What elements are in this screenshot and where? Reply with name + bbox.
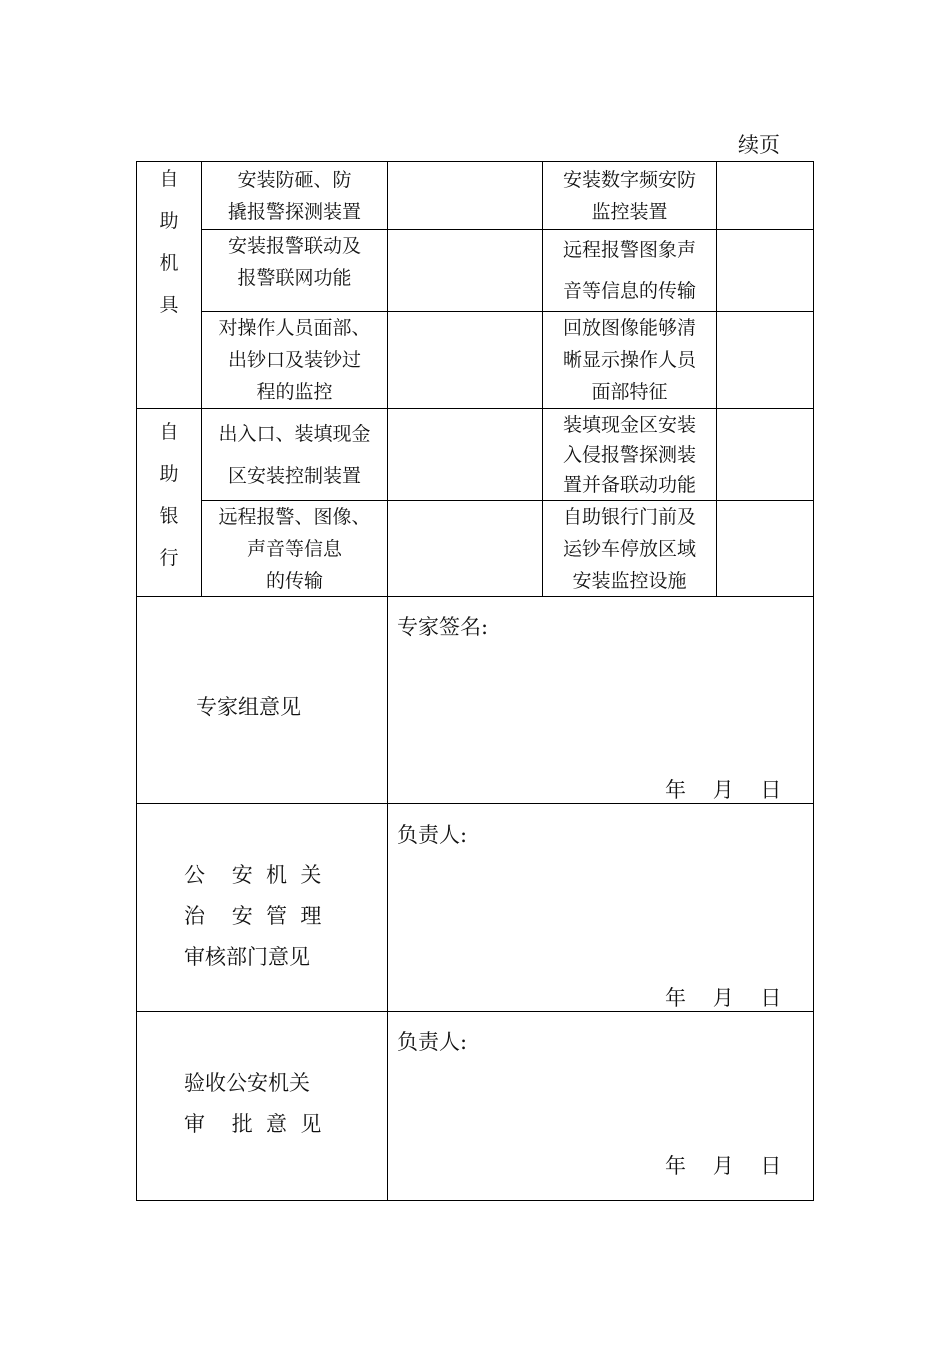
item-line: 区安装控制装置 xyxy=(227,464,361,487)
item-line: 安装防砸、防 xyxy=(237,168,352,191)
category-char: 助 xyxy=(159,210,179,232)
machine-item-3 xyxy=(202,312,387,408)
category-self-service-bank xyxy=(137,411,201,579)
label-line: 审核部门意见 xyxy=(184,945,310,969)
label-line: 审 批 意 见 xyxy=(184,1112,322,1136)
category-char: 自 xyxy=(159,168,179,190)
category-char: 行 xyxy=(159,547,179,569)
category-char: 具 xyxy=(159,294,179,316)
divider-item xyxy=(387,161,388,1201)
acceptance-responsible-label: 负责人: xyxy=(397,1030,468,1054)
item-line: 声音等信息 xyxy=(246,537,342,560)
item-line: 自助银行门前及 xyxy=(562,505,696,528)
item-line: 入侵报警探测装 xyxy=(562,443,696,466)
expert-group-opinion-label xyxy=(196,687,301,728)
continuation-page-label: 续页 xyxy=(738,133,780,157)
item-line: 程的监控 xyxy=(256,381,333,403)
bank-item-1-right xyxy=(543,409,716,500)
police-review-date-line: 年 月 日 xyxy=(665,986,782,1010)
category-self-service-machine xyxy=(137,162,201,322)
item-line: 远程报警、图像、 xyxy=(218,505,371,528)
table-border-right xyxy=(813,161,814,1201)
category-char: 银 xyxy=(159,505,179,527)
item-line: 安装报警联动及 xyxy=(227,235,361,257)
category-char: 机 xyxy=(159,252,179,274)
table-border-bottom xyxy=(136,1200,814,1201)
expert-signature-label: 专家签名: xyxy=(397,615,489,639)
bank-item-2 xyxy=(202,501,387,596)
bank-item-1 xyxy=(202,409,387,500)
item-line: 面部特征 xyxy=(591,381,668,403)
item-line: 监控装置 xyxy=(591,200,668,223)
section-divider xyxy=(136,596,814,597)
item-line: 出钞口及装钞过 xyxy=(227,349,361,371)
label-line: 公 安 机 关 xyxy=(184,863,322,887)
item-line: 撬报警探测装置 xyxy=(227,200,361,223)
item-line: 安装数字频安防 xyxy=(562,168,696,191)
item-line: 运钞车停放区域 xyxy=(562,537,696,560)
item-line: 装填现金区安装 xyxy=(562,413,696,436)
divider-right-check xyxy=(716,161,717,597)
category-char: 助 xyxy=(159,463,179,485)
bank-item-2-right xyxy=(543,501,716,596)
item-line: 晰显示操作人员 xyxy=(562,349,696,371)
acceptance-approval-opinion-label xyxy=(184,1063,321,1145)
police-review-opinion-label xyxy=(184,855,321,978)
police-review-responsible-label: 负责人: xyxy=(397,823,468,847)
item-line: 的传输 xyxy=(265,569,323,592)
item-line: 出入口、装填现金 xyxy=(218,422,371,445)
item-line: 音等信息的传输 xyxy=(562,279,696,302)
item-line: 报警联网功能 xyxy=(237,267,352,289)
item-line: 对操作人员面部、 xyxy=(218,317,371,339)
label-line: 专家组意见 xyxy=(196,695,301,719)
item-line: 置并备联动功能 xyxy=(562,473,696,496)
machine-item-3-right xyxy=(543,312,716,408)
machine-item-2 xyxy=(202,230,387,294)
machine-item-1-right xyxy=(543,162,716,229)
item-line: 安装监控设施 xyxy=(572,569,687,592)
label-line: 治 安 管 理 xyxy=(184,904,322,928)
acceptance-date-line: 年 月 日 xyxy=(665,1154,782,1178)
expert-date-line: 年 月 日 xyxy=(665,778,782,802)
category-char: 自 xyxy=(159,421,179,443)
machine-item-2-right xyxy=(543,230,716,311)
item-line: 回放图像能够清 xyxy=(562,317,696,339)
item-line: 远程报警图象声 xyxy=(562,238,696,261)
label-line: 验收公安机关 xyxy=(184,1071,310,1095)
acceptance-form-table xyxy=(136,161,814,1201)
machine-item-1 xyxy=(202,162,387,229)
